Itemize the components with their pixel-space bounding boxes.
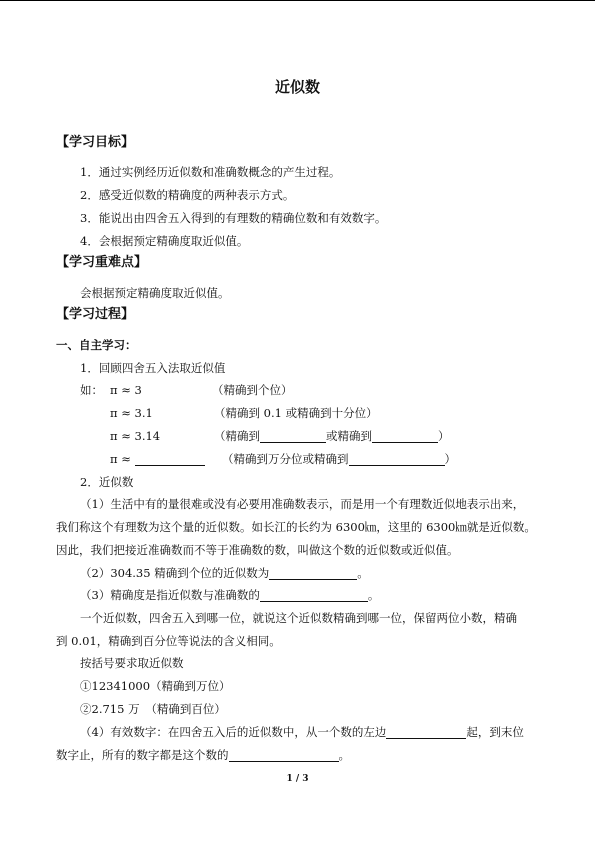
paragraph-line: 一个近似数，四舍五入到哪一位，就说这个近似数精确到哪一位，保留两位小数，精确: [80, 611, 517, 625]
section-process-heading: 【学习过程】: [56, 307, 135, 322]
paragraph-line: 我们称这个有理数为这个量的近似数。如长江的长约为 6300㎞，这里的 6300㎞就是近似数。: [56, 520, 536, 534]
pi-expression: π ≈ 3.1: [110, 406, 153, 420]
question-text: （4）有效数字：在四舍五入后的近似数中，从一个数的左边: [80, 725, 387, 739]
question-4-continued: [56, 748, 350, 762]
pi-note: [214, 429, 450, 443]
question-text: （3）精确度是指近似数与准确数的: [80, 588, 260, 602]
pi-note-part: ）: [444, 452, 456, 466]
paragraph-line: 因此，我们把接近准确数而不等于准确数的数，叫做这个数的近似数或近似值。: [56, 543, 459, 557]
pi-expression: π ≈ 3.14: [110, 429, 161, 443]
section-goals-heading: 【学习目标】: [56, 135, 135, 150]
item1-text: 1．回顾四舍五入法取近似值: [80, 361, 226, 375]
fill-blank[interactable]: [260, 430, 326, 443]
item2-text: 2．近似数: [80, 475, 134, 489]
section-key-heading: 【学习重难点】: [56, 255, 148, 270]
question-text: 。: [338, 748, 350, 762]
fill-blank[interactable]: [229, 749, 339, 762]
pi-note: （精确到个位）: [212, 383, 293, 397]
goal-item: 2．感受近似数的精确度的两种表示方式。: [80, 188, 295, 202]
pi-note: [222, 452, 456, 466]
exercise-item: ①12341000（精确到万位）: [80, 679, 231, 693]
question-text: 。: [367, 588, 380, 602]
goal-item: 3．能说出由四舍五入得到的有理数的精确位数和有效数字。: [80, 211, 387, 225]
goal-item: 4．会根据预定精确度取近似值。: [80, 234, 249, 248]
fill-blank[interactable]: [269, 567, 357, 580]
fill-blank[interactable]: [349, 453, 445, 466]
question-text: 起，到末位: [466, 725, 524, 739]
page-number: 1 / 3: [286, 774, 309, 784]
fill-blank[interactable]: [372, 430, 438, 443]
pi-expression: π ≈ 3: [110, 383, 142, 397]
fill-blank[interactable]: [260, 589, 368, 602]
question-text: 。: [357, 566, 369, 580]
pi-note-part: 或精确到: [326, 429, 372, 443]
exercise-item: ②2.715 万 （精确到百位）: [80, 702, 226, 716]
paragraph-line: （1）生活中有的量很难或没有必要用准确数表示，而是用一个有理数近似地表示出来，: [80, 497, 525, 511]
paragraph-line: 到 0.01，精确到百分位等说法的含义相同。: [56, 634, 281, 648]
key-point-text: 会根据预定精确度取近似值。: [80, 286, 230, 300]
pi-expression-text: π ≈: [110, 452, 131, 466]
bracket-requirement: 按括号要求取近似数: [80, 656, 184, 670]
pi-note-part: ）: [438, 429, 450, 443]
question-2: [80, 566, 369, 580]
part1-heading: 一、自主学习：: [56, 338, 137, 352]
header-rule: [0, 0, 595, 1]
pi-note-part: （精确到: [214, 429, 260, 443]
pi-note-part: （精确到万分位或精确到: [222, 452, 349, 466]
question-text: 数字止，所有的数字都是这个数的: [56, 748, 229, 762]
fill-blank[interactable]: [135, 453, 205, 466]
fill-blank[interactable]: [386, 726, 466, 739]
pi-expression: [110, 452, 205, 466]
question-3: [80, 588, 379, 602]
goal-item: 1．通过实例经历近似数和准确数概念的产生过程。: [80, 165, 341, 179]
question-text: （2）304.35 精确到个位的近似数为: [80, 566, 270, 580]
page-title: 近似数: [274, 78, 320, 96]
example-label: 如：: [80, 383, 103, 397]
pi-note: （精确到 0.1 或精确到十分位）: [214, 406, 378, 420]
question-4: [80, 725, 524, 739]
